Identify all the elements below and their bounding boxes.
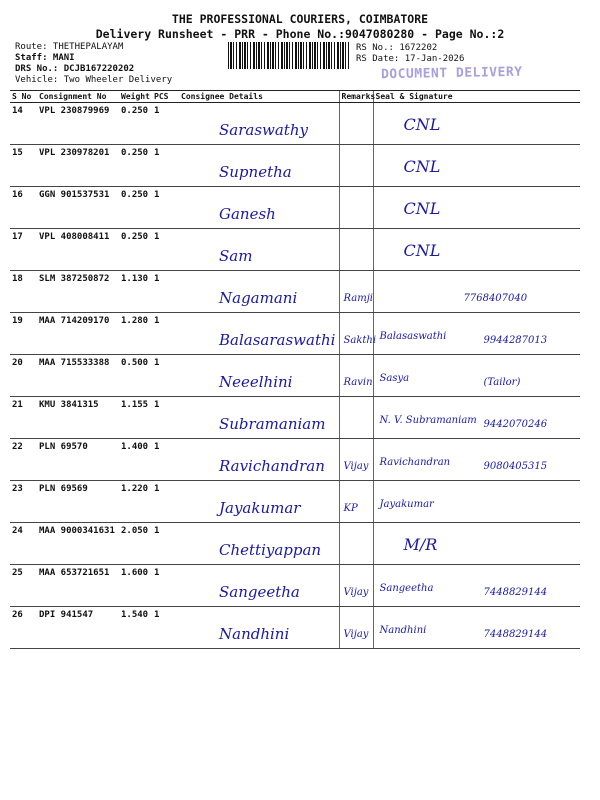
row-consignee-cell [179, 565, 339, 607]
signature-text: Sangeetha [379, 583, 434, 594]
row-remarks-cell [339, 103, 373, 145]
row-signature-cell [373, 103, 580, 145]
col-signature: Seal & Signature [373, 91, 580, 103]
runsheet-subtitle: Delivery Runsheet - PRR - Phone No.:9047080280 - Page No.:2 [95, 27, 505, 41]
table-header-row [10, 91, 580, 103]
row-weight: 1.280 [119, 313, 152, 355]
remarks-text: Sakthi [343, 335, 377, 346]
row-consignee-cell [179, 145, 339, 187]
signature-text: Jayakumar [379, 499, 434, 510]
consignee-name: Ganesh [219, 205, 276, 223]
row-consignment-no: VPL 230879969 [37, 103, 119, 145]
phone-text: 9080405315 [483, 461, 548, 472]
row-pcs: 1 [152, 439, 179, 481]
row-pcs: 1 [152, 313, 179, 355]
row-sno: 18 [10, 271, 37, 313]
remarks-text: Vijay [343, 587, 369, 598]
table-row [10, 523, 580, 565]
row-remarks-cell [339, 397, 373, 439]
row-sno: 22 [10, 439, 37, 481]
row-remarks-cell [339, 607, 373, 649]
row-consignee-cell [179, 229, 339, 271]
row-signature-cell [373, 397, 580, 439]
signature-text: N. V. Subramaniam [379, 415, 477, 426]
row-signature-cell [373, 229, 580, 271]
document-delivery-stamp: DOCUMENT DELIVERY [380, 64, 523, 83]
signature-text: CNL [403, 241, 441, 260]
remarks-text: Ramji [343, 293, 374, 304]
vehicle-label: Vehicle: Two Wheeler Delivery [15, 75, 173, 85]
row-consignment-no: KMU 3841315 [37, 397, 119, 439]
row-weight: 1.540 [119, 607, 152, 649]
row-pcs: 1 [152, 103, 179, 145]
row-weight: 2.050 [119, 523, 152, 565]
table-row [10, 397, 580, 439]
consignee-name: Subramaniam [219, 415, 326, 433]
table-row [10, 481, 580, 523]
consignee-name: Chettiyappan [219, 541, 322, 559]
row-signature-cell [373, 271, 580, 313]
consignee-name: Sangeetha [219, 583, 300, 601]
row-sno: 14 [10, 103, 37, 145]
row-consignment-no: VPL 230978201 [37, 145, 119, 187]
row-sno: 17 [10, 229, 37, 271]
drs-label: DRS No.: DCJB167220202 [15, 64, 135, 74]
row-pcs: 1 [152, 229, 179, 271]
row-sno: 23 [10, 481, 37, 523]
col-sno: S No [10, 91, 37, 103]
remarks-text: Ravin [343, 377, 373, 388]
barcode-image [228, 42, 351, 69]
row-pcs: 1 [152, 523, 179, 565]
signature-text: Sasya [379, 373, 410, 384]
col-pcs: PCS [152, 91, 179, 103]
signature-text: Balasaswathi [379, 331, 447, 342]
row-sno: 16 [10, 187, 37, 229]
row-weight: 1.130 [119, 271, 152, 313]
row-consignment-no: DPI 941547 [37, 607, 119, 649]
consignee-name: Supnetha [219, 163, 292, 181]
row-consignee-cell [179, 481, 339, 523]
signature-text: Nandhini [379, 625, 427, 636]
phone-text: 7768407040 [463, 293, 528, 304]
row-sno: 21 [10, 397, 37, 439]
row-remarks-cell [339, 439, 373, 481]
phone-text: 7448829144 [483, 587, 548, 598]
row-signature-cell [373, 523, 580, 565]
row-pcs: 1 [152, 607, 179, 649]
row-sno: 19 [10, 313, 37, 355]
row-weight: 1.155 [119, 397, 152, 439]
remarks-text: Vijay [343, 461, 369, 472]
row-pcs: 1 [152, 355, 179, 397]
row-weight: 0.250 [119, 187, 152, 229]
remarks-text: KP [343, 503, 358, 514]
row-signature-cell [373, 565, 580, 607]
row-remarks-cell [339, 229, 373, 271]
row-consignment-no: MAA 9000341631 [37, 523, 119, 565]
row-weight: 0.250 [119, 229, 152, 271]
runsheet-table [10, 90, 580, 649]
table-row [10, 271, 580, 313]
col-remarks: Remarks [339, 91, 373, 103]
row-signature-cell [373, 439, 580, 481]
col-weight: Weight [119, 91, 152, 103]
row-signature-cell [373, 355, 580, 397]
company-title: THE PROFESSIONAL COURIERS, COIMBATORE [171, 12, 429, 26]
row-pcs: 1 [152, 481, 179, 523]
row-consignee-cell [179, 271, 339, 313]
row-consignee-cell [179, 103, 339, 145]
row-consignment-no: PLN 69569 [37, 481, 119, 523]
row-consignment-no: SLM 387250872 [37, 271, 119, 313]
row-consignment-no: PLN 69570 [37, 439, 119, 481]
row-consignee-cell [179, 187, 339, 229]
row-consignee-cell [179, 607, 339, 649]
consignee-name: Neeelhini [219, 373, 293, 391]
row-signature-cell [373, 145, 580, 187]
row-remarks-cell [339, 271, 373, 313]
row-remarks-cell [339, 481, 373, 523]
row-remarks-cell [339, 355, 373, 397]
row-remarks-cell [339, 313, 377, 355]
table-row [10, 229, 580, 271]
row-consignment-no: MAA 714209170 [37, 313, 119, 355]
row-weight: 0.250 [119, 145, 152, 187]
rs-date: RS Date: 17-Jan-2026 [356, 54, 465, 64]
row-remarks-cell [339, 187, 373, 229]
phone-text: 9944287013 [483, 335, 548, 346]
row-weight: 0.500 [119, 355, 152, 397]
row-weight: 0.250 [119, 103, 152, 145]
consignee-name: Jayakumar [219, 499, 301, 517]
row-weight: 1.400 [119, 439, 152, 481]
row-remarks-cell [339, 565, 373, 607]
row-consignee-cell [179, 523, 339, 565]
col-consignee: Consignee Details [179, 91, 339, 103]
row-consignee-cell [179, 355, 339, 397]
signature-text: CNL [403, 199, 441, 218]
table-row [10, 313, 580, 355]
phone-text: 7448829144 [483, 629, 548, 640]
row-signature-cell [373, 187, 580, 229]
table-row [10, 607, 580, 649]
consignee-name: Balasaraswathi [219, 331, 336, 349]
rs-number: RS No.: 1672202 [356, 43, 438, 53]
signature-text: Ravichandran [379, 457, 451, 468]
col-consignment: Consignment No [37, 91, 119, 103]
row-pcs: 1 [152, 187, 179, 229]
row-weight: 1.600 [119, 565, 152, 607]
row-weight: 1.220 [119, 481, 152, 523]
row-consignee-cell [179, 439, 339, 481]
phone-text: (Tailor) [483, 377, 521, 388]
row-pcs: 1 [152, 565, 179, 607]
staff-label: Staff: MANI [15, 53, 75, 63]
table-row [10, 145, 580, 187]
row-consignment-no: GGN 901537531 [37, 187, 119, 229]
row-consignee-cell [179, 397, 339, 439]
table-row [10, 187, 580, 229]
phone-text: 9442070246 [483, 419, 548, 430]
row-pcs: 1 [152, 145, 179, 187]
signature-text: CNL [403, 157, 441, 176]
consignee-name: Saraswathy [219, 121, 308, 139]
row-consignment-no: MAA 715533388 [37, 355, 119, 397]
remarks-text: Vijay [343, 629, 369, 640]
table-row [10, 439, 580, 481]
row-consignee-cell [179, 313, 339, 355]
row-consignment-no: VPL 408008411 [37, 229, 119, 271]
route-label: Route: THETHEPALAYAM [15, 42, 124, 52]
signature-text: CNL [403, 115, 441, 134]
row-sno: 25 [10, 565, 37, 607]
row-sno: 24 [10, 523, 37, 565]
consignee-name: Nagamani [219, 289, 298, 307]
row-pcs: 1 [152, 397, 179, 439]
row-signature-cell [373, 481, 580, 523]
consignee-name: Sam [219, 247, 253, 265]
consignee-name: Ravichandran [219, 457, 325, 475]
table-row [10, 355, 580, 397]
row-sno: 26 [10, 607, 37, 649]
row-signature-cell [373, 607, 580, 649]
table-row [10, 103, 580, 145]
row-remarks-cell [339, 523, 373, 565]
row-signature-cell [373, 313, 580, 355]
row-sno: 15 [10, 145, 37, 187]
row-sno: 20 [10, 355, 37, 397]
table-row [10, 565, 580, 607]
row-consignment-no: MAA 653721651 [37, 565, 119, 607]
consignee-name: Nandhini [219, 625, 290, 643]
signature-text: M/R [403, 535, 438, 554]
row-pcs: 1 [152, 271, 179, 313]
row-remarks-cell [339, 145, 373, 187]
